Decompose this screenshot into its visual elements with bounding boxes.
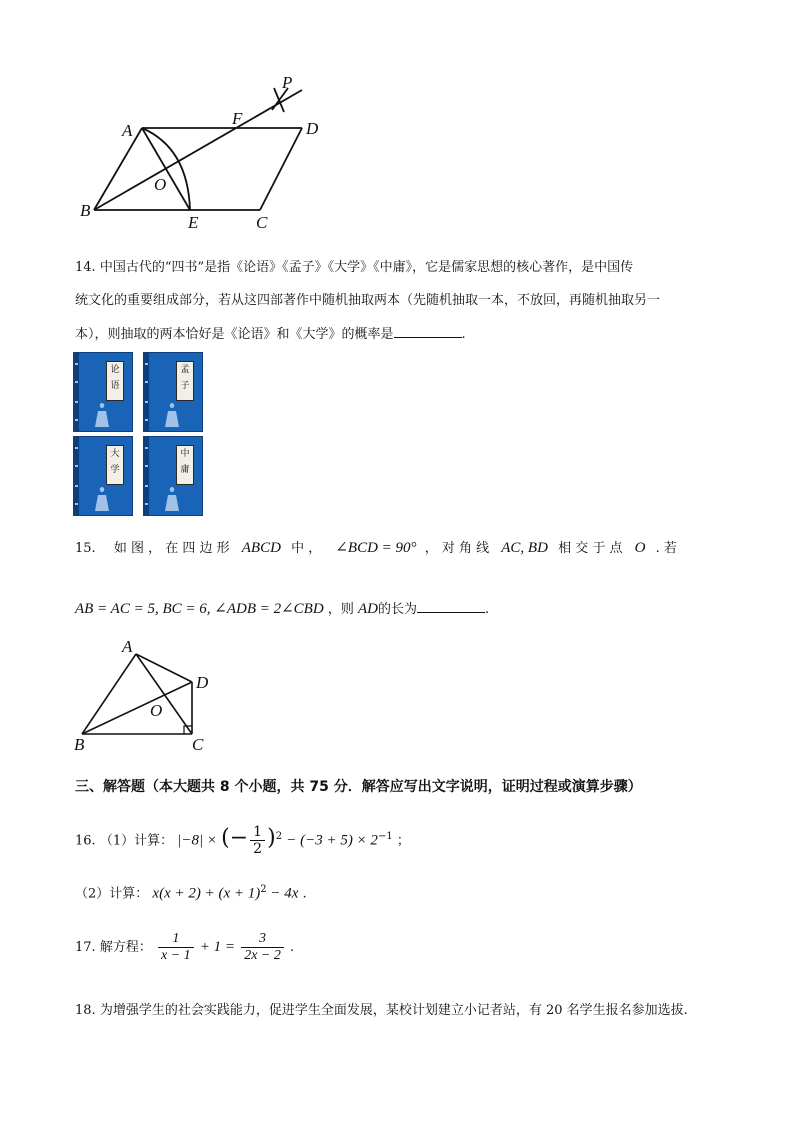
q15-text: 相 交 于 点 [558, 541, 623, 556]
q16-part2 [75, 880, 307, 904]
label-A: A [122, 121, 133, 140]
q17-end: . [290, 940, 295, 955]
label-D: D [196, 673, 209, 692]
frac-num: 1 [158, 931, 194, 948]
label-C: C [192, 735, 204, 754]
q17-fraction-right [241, 931, 284, 964]
q15-math: AD [357, 601, 378, 617]
four-books-image [73, 352, 213, 518]
book-title-char: 语 [110, 381, 120, 391]
q15-math: O [634, 540, 646, 556]
label-O: O [150, 701, 163, 720]
q14-line3 [75, 323, 466, 345]
q15-text: 中 ， [291, 541, 322, 556]
q18 [75, 1001, 688, 1021]
book-lunyu [73, 352, 133, 432]
q15-number: 15. [75, 541, 96, 556]
sage-figure-icon [162, 401, 182, 429]
book-title-char: 孟 [180, 365, 190, 375]
q17-math: + 1 = [199, 939, 236, 955]
q16-math: |−8| × [177, 832, 217, 849]
q16-exp: −1 [377, 831, 393, 842]
frac-num: 3 [241, 931, 284, 948]
label-B: B [74, 735, 85, 754]
label-B: B [80, 201, 91, 220]
q16-math: − 4x [266, 885, 299, 902]
frac-den: x − 1 [160, 948, 191, 963]
q16-math: x(x + 2) + (x + 1) [152, 885, 261, 902]
q16-exp: 2 [260, 884, 267, 895]
q15-text: 如 图 ， 在 四 边 形 [113, 541, 230, 556]
q16-part1: 16. （1）计算： |−8| × (− $\frac{1}{2}$ )$^2 - (-3 + 5) \times 2^{-1}$ ； [75, 824, 410, 858]
q15-math: ∠BCD = 90° [335, 540, 417, 556]
q15-line1 [75, 538, 735, 559]
q17-number: 17. [75, 940, 96, 955]
section-title: 三、解答题（本大题共 8 个小题，共 75 分．解答应写出文字说明，证明过程或演算步骤） [75, 779, 642, 795]
q16-number: 16. [75, 833, 96, 849]
q16-exp: 2 [275, 831, 283, 842]
book-mengzi [143, 352, 203, 432]
q14-end: . [461, 327, 466, 342]
book-title-char: 子 [180, 381, 190, 391]
frac-num: 1 [250, 824, 265, 841]
book-title-char: 庸 [180, 465, 190, 475]
q16-part2-label: （2）计算： [75, 886, 149, 902]
book-title-char: 论 [110, 365, 120, 375]
q17-fraction-left [158, 931, 194, 964]
q17 [75, 930, 294, 965]
answer-blank [417, 598, 485, 613]
sage-figure-icon [92, 485, 112, 513]
q18-number: 18. [75, 1003, 96, 1018]
label-F: F [232, 109, 243, 128]
book-title-char: 大 [110, 449, 120, 459]
book-title-char: 中 [180, 449, 190, 459]
q15-math: AC, BD [501, 540, 548, 556]
quadrilateral-figure [70, 636, 220, 756]
q14-text-1: 中国古代的“四书”是指《论语》《孟子》《大学》《中庸》，它是儒家思想的核心著作，是中国传 [99, 260, 634, 275]
q16-math: − (−3 + 5) × 2 [286, 832, 378, 849]
book-title-char: 学 [110, 465, 120, 475]
sage-figure-icon [92, 401, 112, 429]
q14-text-3: 本），则抽取的两本恰好是《论语》和《大学》的概率是 [75, 327, 394, 342]
frac-den: 2x − 2 [244, 948, 281, 963]
q15-text: ，则 [327, 602, 354, 617]
q14-number: 14. [75, 260, 96, 275]
book-zhongyong [143, 436, 203, 516]
q18-text: 为增强学生的社会实践能力，促进学生全面发展，某校计划建立小记者站，有 20 名学生报名参加选拔. [99, 1003, 688, 1018]
q15-text: . 若 [655, 541, 677, 556]
label-C: C [256, 213, 268, 232]
label-D: D [306, 119, 319, 138]
parallelogram-figure [70, 70, 350, 240]
q16-end: ； [396, 833, 410, 849]
q15-text: ， 对 角 线 [424, 541, 490, 556]
q16-part1-label: （1）计算： [99, 833, 174, 849]
q17-label: 解方程： [99, 940, 152, 955]
q15-math: AB = AC = 5, BC = 6, ∠ADB = 2∠CBD [75, 601, 324, 617]
q15-math: ABCD [241, 540, 281, 556]
q15-text: 的长为 [377, 602, 417, 617]
label-A: A [122, 637, 133, 656]
q15-line2 [75, 598, 489, 620]
q16-end: . [302, 886, 307, 902]
answer-blank [394, 323, 462, 338]
label-E: E [188, 213, 199, 232]
q16-fraction [250, 824, 265, 857]
label-O: O [154, 175, 167, 194]
q14-line2: 统文化的重要组成部分，若从这四部著作中随机抽取两本（先随机抽取一本，不放回，再随机抽取另一 [75, 293, 661, 308]
frac-den: 2 [253, 841, 263, 858]
sage-figure-icon [162, 485, 182, 513]
q15-end: . [484, 602, 490, 617]
q14-line1 [75, 258, 633, 278]
book-daxue [73, 436, 133, 516]
label-P: P [282, 73, 293, 92]
